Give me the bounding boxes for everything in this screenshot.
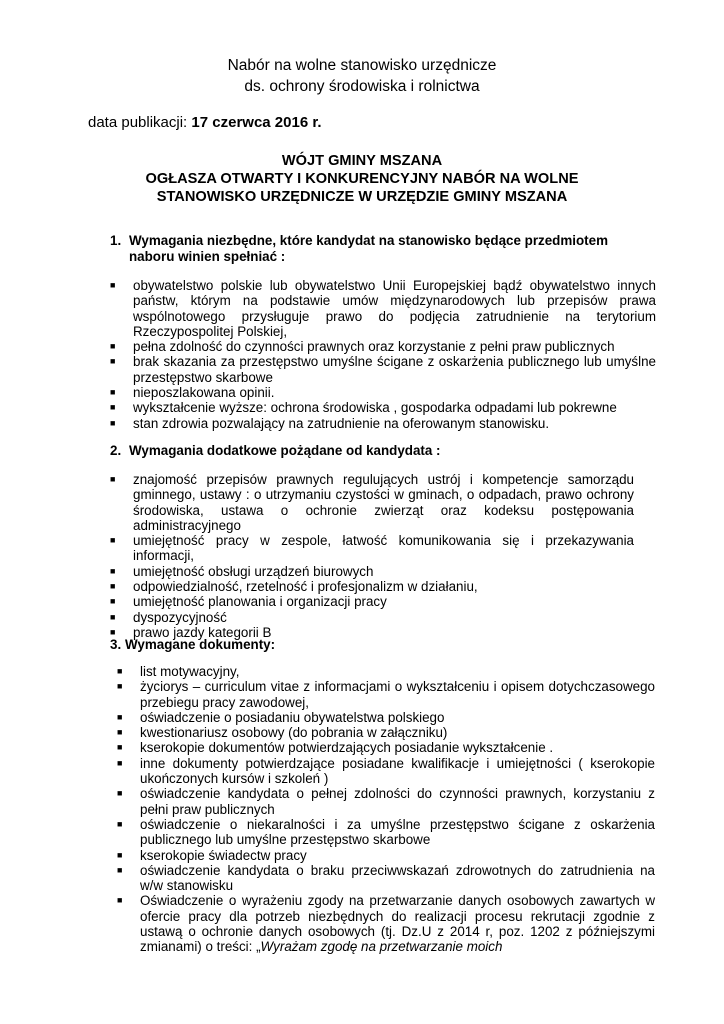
bullet-icon: ■ — [110, 402, 116, 413]
list-item-text: oświadczenie kandydata o pełnej zdolności do czynności prawnych, korzystaniu z pełni praw publicznych — [140, 786, 655, 817]
list-item-text: oświadczenie o posiadaniu obywatelstwa polskiego — [140, 709, 445, 725]
bullet-icon: ■ — [110, 611, 116, 622]
bullet-icon: ■ — [110, 596, 116, 607]
list-item-text: odpowiedzialność, rzetelność i profesjonalizm w działaniu, — [133, 579, 478, 595]
bullet-icon: ■ — [117, 742, 123, 753]
bullet-icon: ■ — [110, 280, 116, 290]
list-item — [117, 786, 655, 817]
bullet-icon: ■ — [117, 818, 123, 829]
list-item — [110, 385, 656, 400]
bullet-icon: ■ — [117, 849, 123, 860]
announcement-heading-line2: OGŁASZA OTWARTY I KONKURENCYJNY NABÓR NA WOLNE — [145, 171, 579, 187]
bullet-icon: ■ — [110, 565, 116, 576]
list-item — [117, 710, 655, 725]
list-item-text: pełna zdolność do czynności prawnych oraz korzystanie z pełni praw publicznych — [133, 339, 615, 355]
list-item-text: umiejętność planowania i organizacji pracy — [133, 594, 387, 610]
list-item — [110, 400, 656, 415]
bullet-icon: ■ — [110, 341, 116, 352]
list-item — [110, 533, 634, 564]
document-title-line1: Nabór na wolne stanowisko urzędnicze — [227, 57, 497, 74]
list-item-text: kwestionariusz osobowy (do pobrania w załączniku) — [140, 725, 448, 741]
list-item-text: wykształcenie wyższe: ochrona środowiska , gospodarka odpadami lub pokrewne — [133, 400, 617, 416]
bullet-icon: ■ — [110, 626, 116, 637]
list-item — [110, 610, 634, 625]
list-item — [117, 756, 655, 787]
bullet-icon: ■ — [110, 474, 116, 484]
list-item — [117, 893, 655, 954]
section-number: 1. — [110, 233, 122, 248]
list-item-text: umiejętność pracy w zespole, łatwość komunikowania się i przekazywania informacji, — [133, 533, 634, 564]
list-item-text: list motywacyjny, — [140, 664, 240, 679]
section-title: Wymagania dodatkowe pożądane od kandydata : — [129, 443, 441, 458]
bullet-icon: ■ — [117, 666, 123, 676]
publication-date-label: data publikacji: — [88, 114, 188, 131]
bullet-icon: ■ — [110, 387, 116, 398]
bullet-icon: ■ — [110, 535, 116, 546]
list-item — [110, 564, 634, 579]
list-item — [117, 863, 655, 894]
list-item-text: kserokopie świadectw pracy — [140, 847, 307, 863]
list-item-text: Oświadczenie o wyrażeniu zgody na przetwarzanie danych osobowych zawartych w ofercie pracy dla potrzeb niezbędnych do realizacji procesu rekrutacji zgodnie z ustawą o ochronie danych osobowych (tj. Dz.U z 2014 r, poz. 1202 z późniejszymi zmianami) o treści: „ — [140, 893, 655, 955]
publication-date-value: 17 czerwca 2016 r. — [191, 114, 322, 131]
list-item-text: oświadczenie kandydata o braku przeciwwskazań zdrowotnych do zatrudnienia na w/w stanowisku — [140, 862, 655, 894]
section-title: Wymagania niezbędne, które kandydat na stanowisko będące przedmiotem naboru winien spełniać : — [129, 233, 608, 264]
list-item — [110, 594, 634, 609]
list-item-text: oświadczenie o niekaralności i za umyślne przestępstwo ścigane z oskarżenia publicznego lub umyślne przestępstwo skarbowe — [140, 816, 655, 848]
consent-quote-text: Wyrażam zgodę na przetwarzanie moich — [260, 939, 503, 955]
list-item — [117, 740, 655, 755]
list-item-text: kserokopie dokumentów potwierdzających posiadanie wykształcenie . — [140, 740, 554, 756]
list-item-text: obywatelstwo polskie lub obywatelstwo Unii Europejskiej bądź obywatelstwo innych państw, którym na podstawie umów międzynarodowych lub przepisów prawa wspólnotowego przysługuje prawo do podjęcia zatrudnienie na terytorium Rzeczypospolitej Polskiej, — [133, 278, 656, 339]
bullet-icon: ■ — [117, 681, 123, 692]
list-item — [117, 679, 655, 710]
list-item — [110, 278, 656, 339]
list-item-text: nieposzlakowana opinii. — [133, 385, 275, 401]
section-2-list — [110, 472, 634, 640]
bullet-icon: ■ — [110, 417, 116, 428]
bullet-icon: ■ — [117, 788, 123, 799]
document-title-line2: ds. ochrony środowiska i rolnictwa — [244, 78, 480, 95]
list-item — [110, 472, 634, 533]
list-item-text: stan zdrowia pozwalający na zatrudnienie na oferowanym stanowisku. — [133, 415, 550, 431]
list-item — [110, 579, 634, 594]
section-number: 2. — [110, 443, 122, 458]
list-item — [110, 339, 656, 354]
list-item-text: inne dokumenty potwierdzające posiadane kwalifikacje i umiejętności ( kserokopie ukończonych kursów i szkoleń ) — [140, 755, 655, 787]
announcement-heading-line3: STANOWISKO URZĘDNICZE W URZĘDZIE GMINY MSZANA — [156, 189, 568, 205]
list-item — [110, 416, 656, 431]
list-item-text: życiorys – curriculum vitae z informacjami o wykształceniu i opisem dotychczasowego przebiegu pracy zawodowej, — [140, 679, 655, 710]
list-item — [117, 817, 655, 848]
section-1-list — [110, 278, 656, 431]
list-item — [117, 848, 655, 863]
list-item-text: prawo jazdy kategorii B — [133, 624, 272, 640]
list-item — [117, 664, 655, 679]
section-number: 3. — [110, 637, 122, 652]
list-item-text: umiejętność obsługi urządzeń biurowych — [133, 563, 374, 579]
list-item-text: brak skazania za przestępstwo umyślne ścigane z oskarżenia publicznego lub umyślne przestępstwo skarbowe — [133, 354, 656, 385]
section-3-list — [117, 664, 655, 955]
bullet-icon: ■ — [117, 727, 123, 738]
publication-date — [88, 114, 322, 131]
bullet-icon: ■ — [117, 711, 123, 722]
bullet-icon: ■ — [110, 356, 116, 367]
bullet-icon: ■ — [110, 581, 116, 592]
bullet-icon: ■ — [117, 757, 123, 768]
list-item — [110, 354, 656, 385]
list-item-text: znajomość przepisów prawnych regulujących ustrój i kompetencje samorządu gminnego, ustawy : o utrzymaniu czystości w gminach, o odpadach, prawo ochrony środowiska, ustawa o ochronie zwierząt oraz kodeksu postępowania administracyjnego — [133, 472, 634, 533]
announcement-heading-line1: WÓJT GMINY MSZANA — [281, 153, 443, 169]
list-item-text: dyspozycyjność — [133, 609, 227, 625]
list-item — [117, 725, 655, 740]
bullet-icon: ■ — [117, 864, 123, 875]
bullet-icon: ■ — [117, 895, 123, 906]
section-title: Wymagane dokumenty: — [125, 637, 276, 652]
